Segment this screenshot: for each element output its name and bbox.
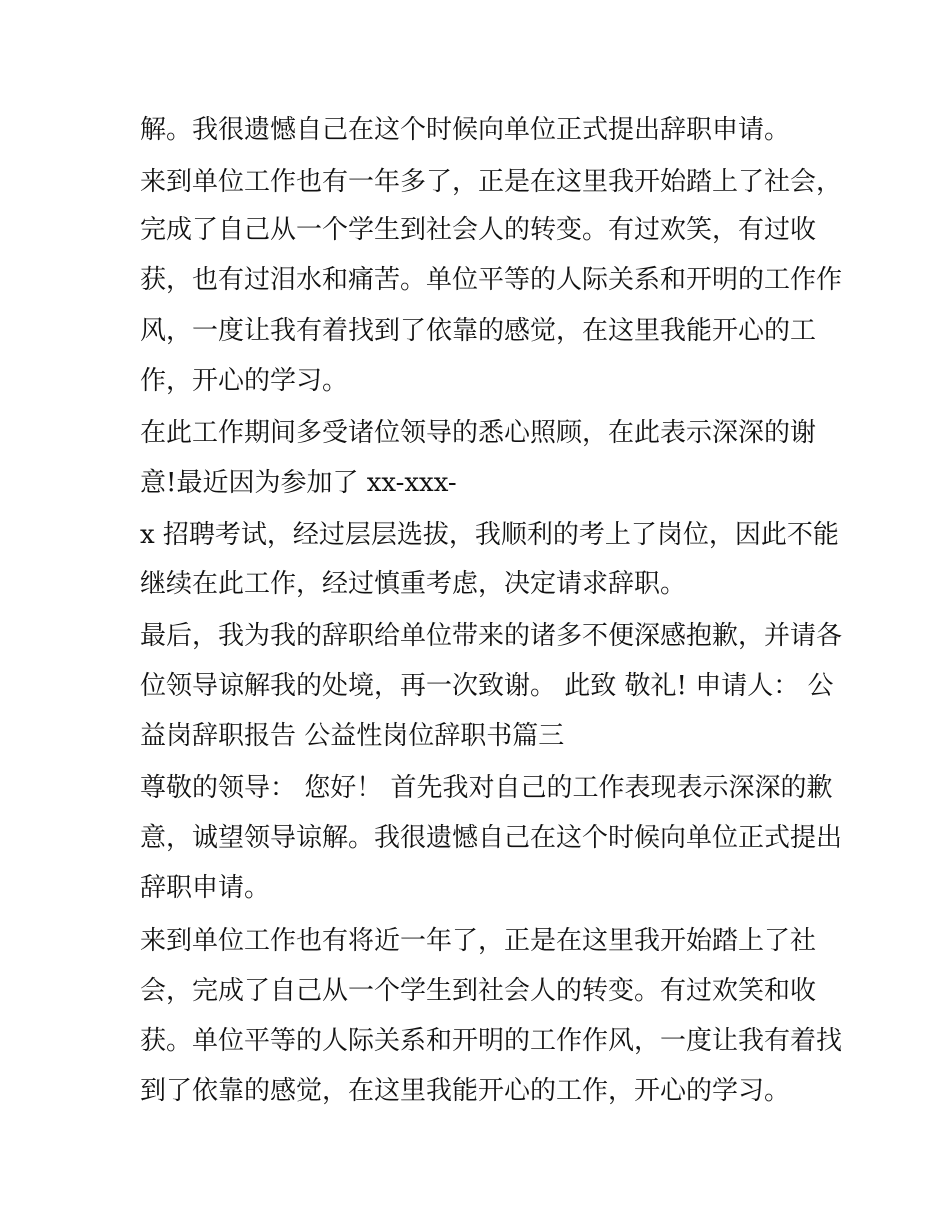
text-line: 来到单位工作也有将近一年了，正是在这里我开始踏上了社 [140, 926, 817, 956]
text-line: 获。单位平等的人际关系和开明的工作作风，一度让我有着找 [140, 1026, 843, 1056]
text-line: 解。我很遗憾自己在这个时候向单位正式提出辞职申请。 [140, 115, 791, 145]
text-line: 获，也有过泪水和痛苦。单位平等的人际关系和开明的工作作 [140, 265, 843, 295]
text-line: 来到单位工作也有一年多了，正是在这里我开始踏上了社会， [140, 167, 843, 197]
text-line: 意!最近因为参加了 xx-xxx- [140, 468, 457, 498]
text-line: 意，诚望领导谅解。我很遗憾自己在这个时候向单位正式提出 [140, 823, 843, 853]
text-line: 完成了自己从一个学生到社会人的转变。有过欢笑，有过收 [140, 215, 817, 245]
text-line: x 招聘考试，经过层层选拔，我顺利的考上了岗位，因此不能 [140, 520, 839, 550]
text-line: 益岗辞职报告 公益性岗位辞职书篇三 [140, 721, 565, 751]
text-line: 辞职申请。 [140, 873, 271, 903]
text-line: 在此工作期间多受诸位领导的悉心照顾，在此表示深深的谢 [140, 418, 817, 448]
text-line: 尊敬的领导： 您好！ 首先我对自己的工作表现表示深深的歉 [140, 773, 833, 803]
text-line: 作，开心的学习。 [140, 366, 349, 396]
text-line: 会，完成了自己从一个学生到社会人的转变。有过欢笑和收 [140, 976, 817, 1006]
text-line: 到了依靠的感觉，在这里我能开心的工作，开心的学习。 [140, 1076, 791, 1106]
text-line: 位领导谅解我的处境，再一次致谢。 此致 敬礼! 申请人： 公 [140, 671, 834, 701]
text-line: 继续在此工作，经过慎重考虑，决定请求辞职。 [140, 569, 687, 599]
text-line: 风，一度让我有着找到了依靠的感觉，在这里我能开心的工 [140, 316, 817, 346]
text-line: 最后，我为我的辞职给单位带来的诸多不便深感抱歉，并请各 [140, 621, 843, 651]
